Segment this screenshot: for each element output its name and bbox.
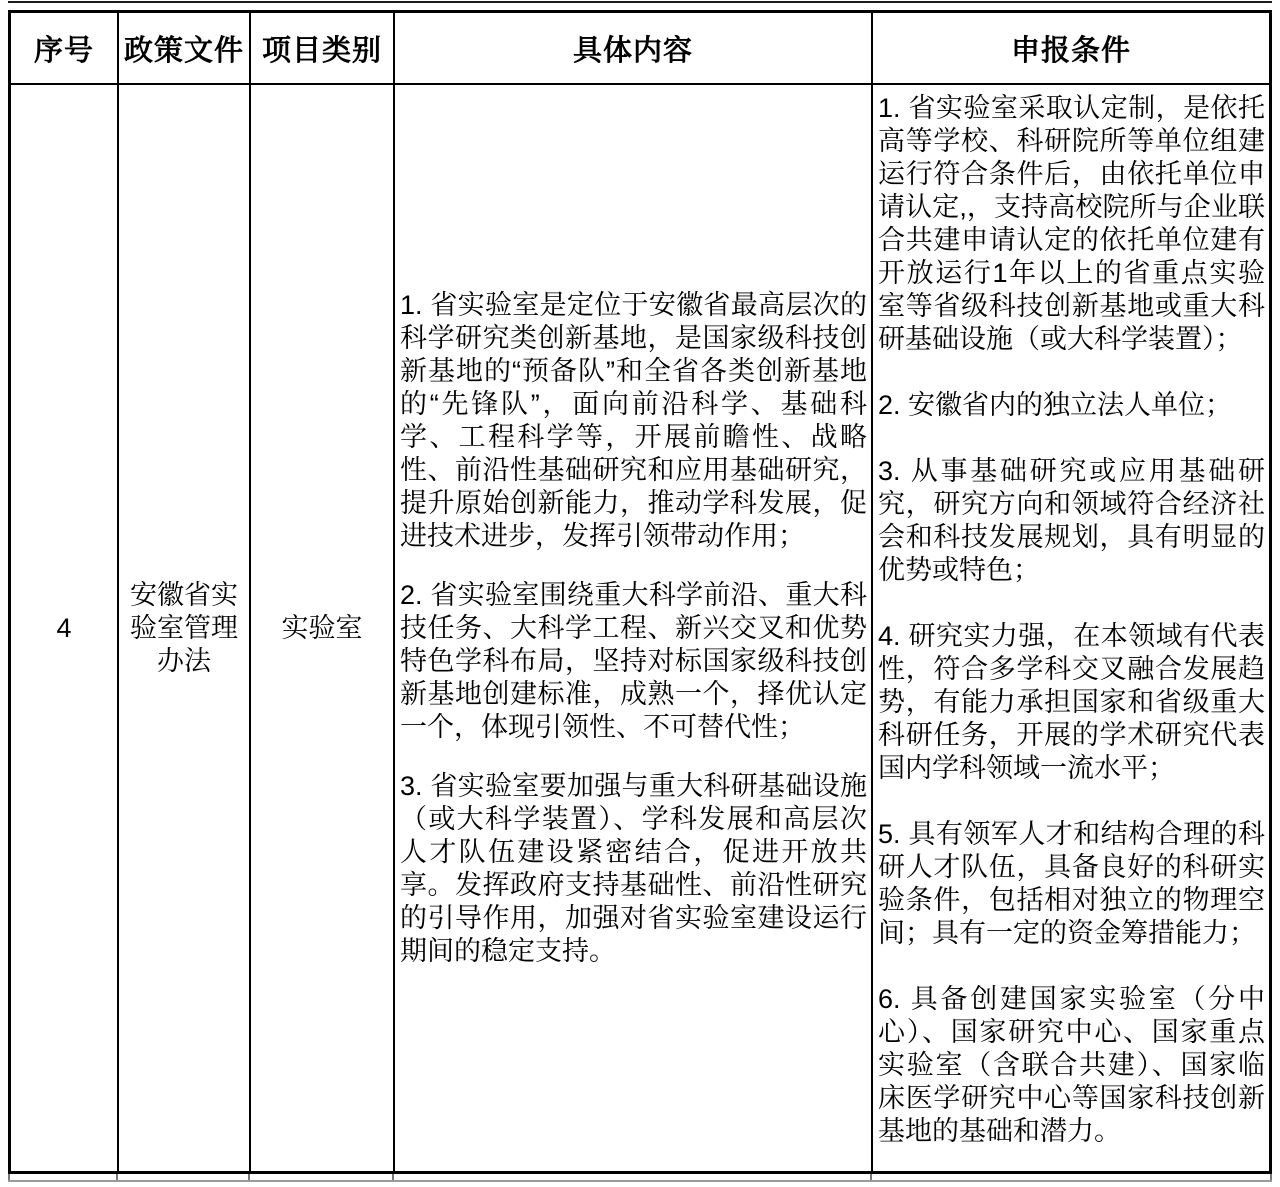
header-category-label: 项目类别 — [261, 34, 382, 67]
content-paragraph-1: 1. 省实验室是定位于安徽省最高层次的科学研究类创新基地，是国家级科技创新基地的“预备队”和全省各类创新基地的“先锋队”，面向前沿科学、基础科学、工程科学等，开展前瞻性、战略性、前沿性基础研究和应用基础研究，提升原始创新能力，推动学科发展，促进技术进步，发挥引领带动作用； — [400, 289, 867, 551]
header-conditions-label: 申报条件 — [1010, 34, 1131, 67]
header-category — [251, 13, 395, 85]
cell-conditions — [873, 85, 1269, 1171]
next-row-border-fragment — [8, 1180, 1272, 1182]
cell-seq — [11, 85, 119, 1171]
header-policy-doc — [119, 13, 251, 85]
header-seq — [11, 13, 119, 85]
category-value: 实验室 — [281, 612, 363, 643]
conditions-paragraph-5: 5. 具有领军人才和结构合理的科研人才队伍，具备良好的科研实验条件，包括相对独立的物理空间；具有一定的资金筹措能力； — [878, 819, 1265, 948]
cell-category — [251, 85, 395, 1171]
seq-value: 4 — [56, 612, 72, 643]
conditions-paragraph-6: 6. 具备创建国家实验室（分中心）、国家研究中心、国家重点实验室（含联合共建）、国家临床医学研究中心等国家科技创新基地的基础和潜力。 — [878, 984, 1265, 1146]
content-paragraph-3: 3. 省实验室要加强与重大科研基础设施（或大科学装置）、学科发展和高层次人才队伍建设紧密结合，促进开放共享。发挥政府支持基础性、前沿性研究的引导作用，加强对省实验室建设运行期间的稳定支持。 — [400, 770, 867, 966]
header-content — [395, 13, 873, 85]
conditions-paragraph-4: 4. 研究实力强，在本领域有代表性，符合多学科交叉融合发展趋势，有能力承担国家和省级重大科研任务，开展的学术研究代表国内学科领域一流水平； — [878, 621, 1265, 783]
cell-content — [395, 85, 873, 1171]
conditions-paragraph-2: 2. 安徽省内的独立法人单位； — [878, 390, 1233, 420]
header-content-label: 具体内容 — [572, 34, 693, 67]
conditions-paragraph-3: 3. 从事基础研究或应用基础研究，研究方向和领域符合经济社会和科技发展规划，具有明显的优势或特色； — [878, 456, 1265, 585]
previous-row-border-fragment — [8, 1, 1272, 3]
content-paragraph-2: 2. 省实验室围绕重大科学前沿、重大科技任务、大科学工程、新兴交叉和优势特色学科布局，坚持对标国家级科技创新基地创建标准，成熟一个，择优认定一个，体现引领性、不可替代性； — [400, 579, 867, 742]
header-conditions — [873, 13, 1269, 85]
conditions-paragraph-1: 1. 省实验室采取认定制，是依托高等学校、科研院所等单位组建运行符合条件后，由依托单位申请认定,，支持高校院所与企业联合共建申请认定的依托单位建有开放运行1年以上的省重点实验室等省级科技创新基地或重大科研基础设施（或大科学装置）； — [878, 93, 1265, 354]
policy-doc-value: 安徽省实验室管理办法 — [130, 579, 238, 676]
cell-policy-doc — [119, 85, 251, 1171]
policy-table — [8, 10, 1272, 1174]
header-seq-label: 序号 — [33, 34, 94, 67]
header-policy-doc-label: 政策文件 — [123, 34, 244, 67]
